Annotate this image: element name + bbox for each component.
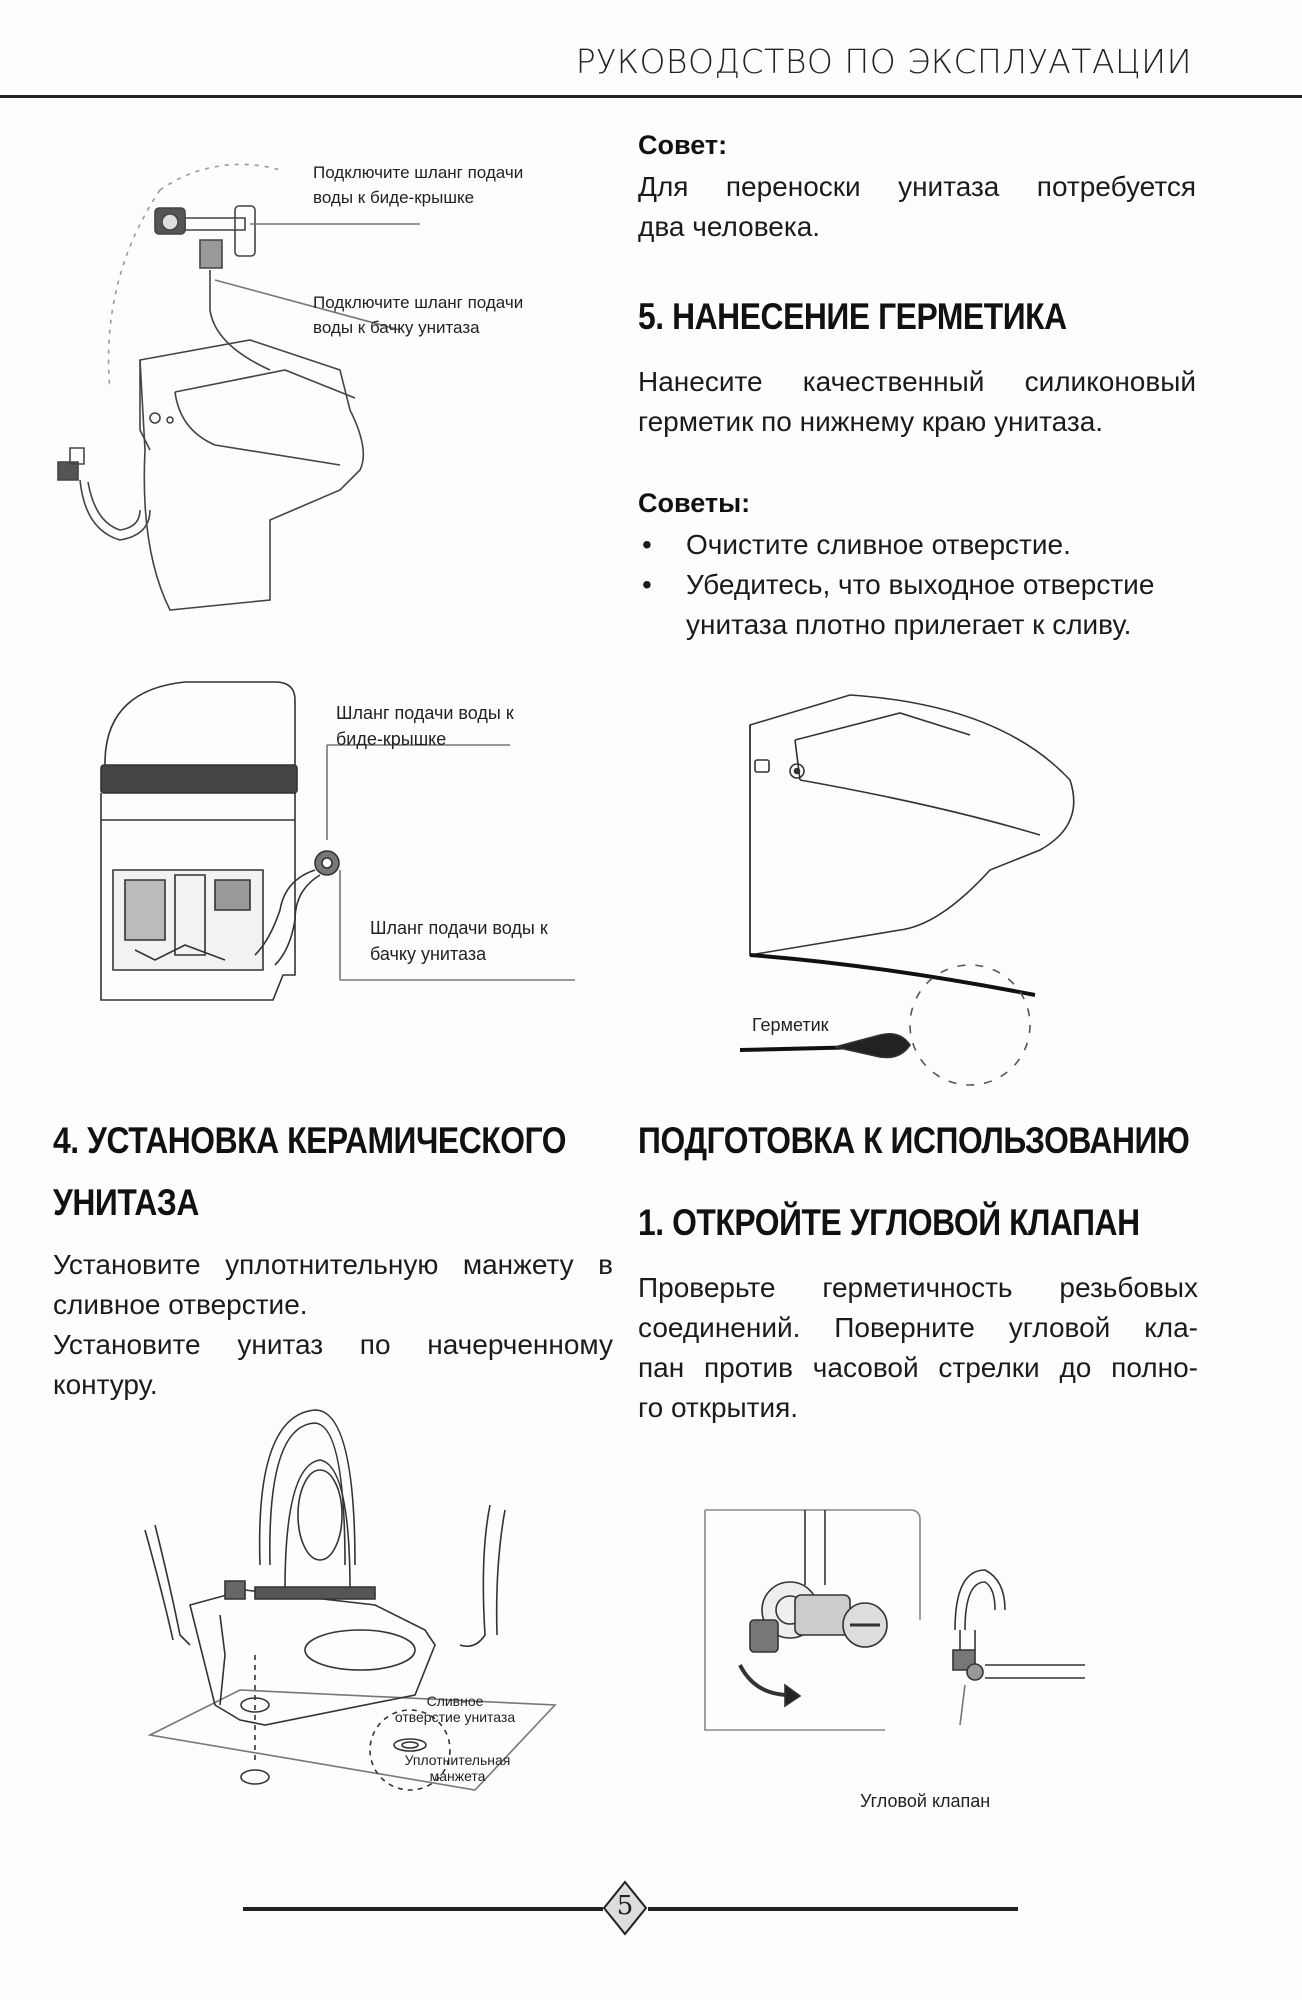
label-drain-outlet: Сливное отверстие унитаза [394,1693,516,1725]
tip-title: Совет: [638,130,728,160]
list-item: • Убедитесь, что выходное отверстие унитаза плотно прилегает к сливу. [638,565,1198,645]
page-header-title: РУКОВОДСТВО ПО ЭКСПЛУАТАЦИИ [575,42,1192,81]
prep-subheading: 1. ОТКРОЙТЕ УГЛОВОЙ КЛАПАН [638,1202,1140,1243]
caption-rear-bidet-hose: Шланг подачи воды к биде-крышке [336,703,514,749]
sealant-label: Герметик [752,1015,829,1035]
caption-tank-hose: Подключите шланг подачи воды к бачку унитаза [313,293,524,337]
prep-text: Проверьте герметичность резьбовых соединений. Поверните угловой кла- пан против часовой стрелки до полно- го открытия. [638,1272,1198,1423]
label-angle-valve: Угловой клапан [860,1791,991,1811]
section4-text: Установите уплотнительную манжету в сливное отверстие. Установите унитаз по начерченному контуру. [53,1249,613,1400]
footer-rule-right [648,1907,1018,1911]
section5-text: Нанесите качественный силиконовый герметик по нижнему краю унитаза. [638,366,1196,437]
angle-valve-illustration [695,1500,1095,1790]
label-seal-ring: Уплотнительная манжета [404,1752,511,1784]
header-divider [0,95,1302,98]
list-item: • Очистите сливное отверстие. [638,525,1198,565]
section4-heading: 4. УСТАНОВКА КЕРАМИЧЕСКОГО УНИТАЗА [53,1120,567,1223]
prep-heading: ПОДГОТОВКА К ИСПОЛЬЗОВАНИЮ [638,1120,1190,1161]
section5-heading: 5. НАНЕСЕНИЕ ГЕРМЕТИКА [638,296,1067,337]
caption-bidet-hose: Подключите шланг подачи воды к биде-крышке [313,163,524,207]
section5-tips-list [638,525,1198,645]
section5-tips-title: Советы: [638,488,751,518]
page-number: 5 [616,1891,634,1921]
caption-rear-tank-hose: Шланг подачи воды к бачку унитаза [370,918,548,964]
tip-text: Для переноски унитаза потребуется два человека. [638,171,1196,242]
footer-rule-left [243,1907,603,1911]
toilet-installation-illustration [145,1405,565,1805]
